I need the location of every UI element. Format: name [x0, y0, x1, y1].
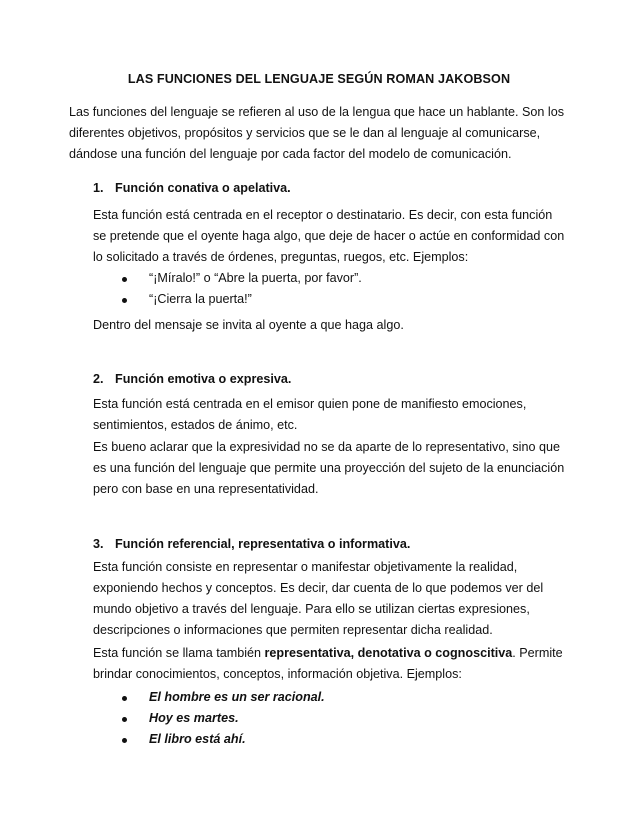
- section-number: 1.: [93, 181, 104, 195]
- section-number: 2.: [93, 372, 104, 386]
- document-title: LAS FUNCIONES DEL LENGUAJE SEGÚN ROMAN JAKOBSON: [127, 72, 511, 86]
- list-item: “¡Cierra la puerta!”: [118, 289, 362, 310]
- list-item: Hoy es martes.: [118, 708, 325, 729]
- bullet-icon: [122, 277, 127, 282]
- section-number: 3.: [93, 537, 104, 551]
- intro-paragraph: Las funciones del lenguaje se refieren al uso de la lengua que hace un hablante. Son los diferentes objetivos, propósitos y servicios que se le dan al lenguaje al comunicarse, dándose una función del lenguaje por cada factor del modelo de comunicación.: [69, 105, 565, 161]
- section-2-heading: [93, 372, 291, 386]
- section-3-paragraph-1: Esta función consiste en representar o manifestar objetivamente la realidad, exponiendo hechos y conceptos. Es decir, dar cuenta de lo que podemos ver del mundo objetivo a través del lenguaje. Para ello se utilizan ciertas expresiones, descripciones o informaciones que permiten representar dicha realidad.: [93, 560, 544, 637]
- section-2-paragraph-2: Es bueno aclarar que la expresividad no se da aparte de lo representativo, sino que es una función del lenguaje que permite una proyección del sujeto de la enunciación pero con base en una representatividad.: [93, 440, 565, 496]
- bullet-icon: [122, 738, 127, 743]
- section-title: Función emotiva o expresiva.: [115, 372, 292, 386]
- section-3-heading: [93, 537, 410, 551]
- list-item: “¡Míralo!” o “Abre la puerta, por favor”.: [118, 268, 362, 289]
- section-1-paragraph-1: Esta función está centrada en el receptor o destinatario. Es decir, con esta función se pretende que el oyente haga algo, que deje de hacer o actúe en conformidad con lo solicitado a través de órdenes, preguntas, ruegos, etc. Ejemplos:: [93, 208, 565, 264]
- list-item: El libro está ahí.: [118, 729, 325, 750]
- section-1-heading: [93, 181, 291, 195]
- section-title: Función conativa o apelativa.: [115, 181, 291, 195]
- section-1-paragraph-2: Dentro del mensaje se invita al oyente a que haga algo.: [93, 318, 404, 332]
- section-2-paragraph-1: Esta función está centrada en el emisor quien pone de manifiesto emociones, sentimientos, estados de ánimo, etc.: [93, 397, 527, 432]
- section-3-paragraph-2: Esta función se llama también representativa, denotativa o cognoscitiva. Permite brindar conocimientos, conceptos, información objetiva. Ejemplos:: [93, 646, 563, 681]
- bold-term: representativa, denotativa o cognoscitiva: [264, 646, 513, 660]
- list-item: El hombre es un ser racional.: [118, 687, 325, 708]
- section-1-examples-list: [118, 268, 362, 310]
- bullet-icon: [122, 298, 127, 303]
- section-title: Función referencial, representativa o informativa.: [115, 537, 411, 551]
- section-3-examples-list: [118, 687, 325, 750]
- bullet-icon: [122, 696, 127, 701]
- bullet-icon: [122, 717, 127, 722]
